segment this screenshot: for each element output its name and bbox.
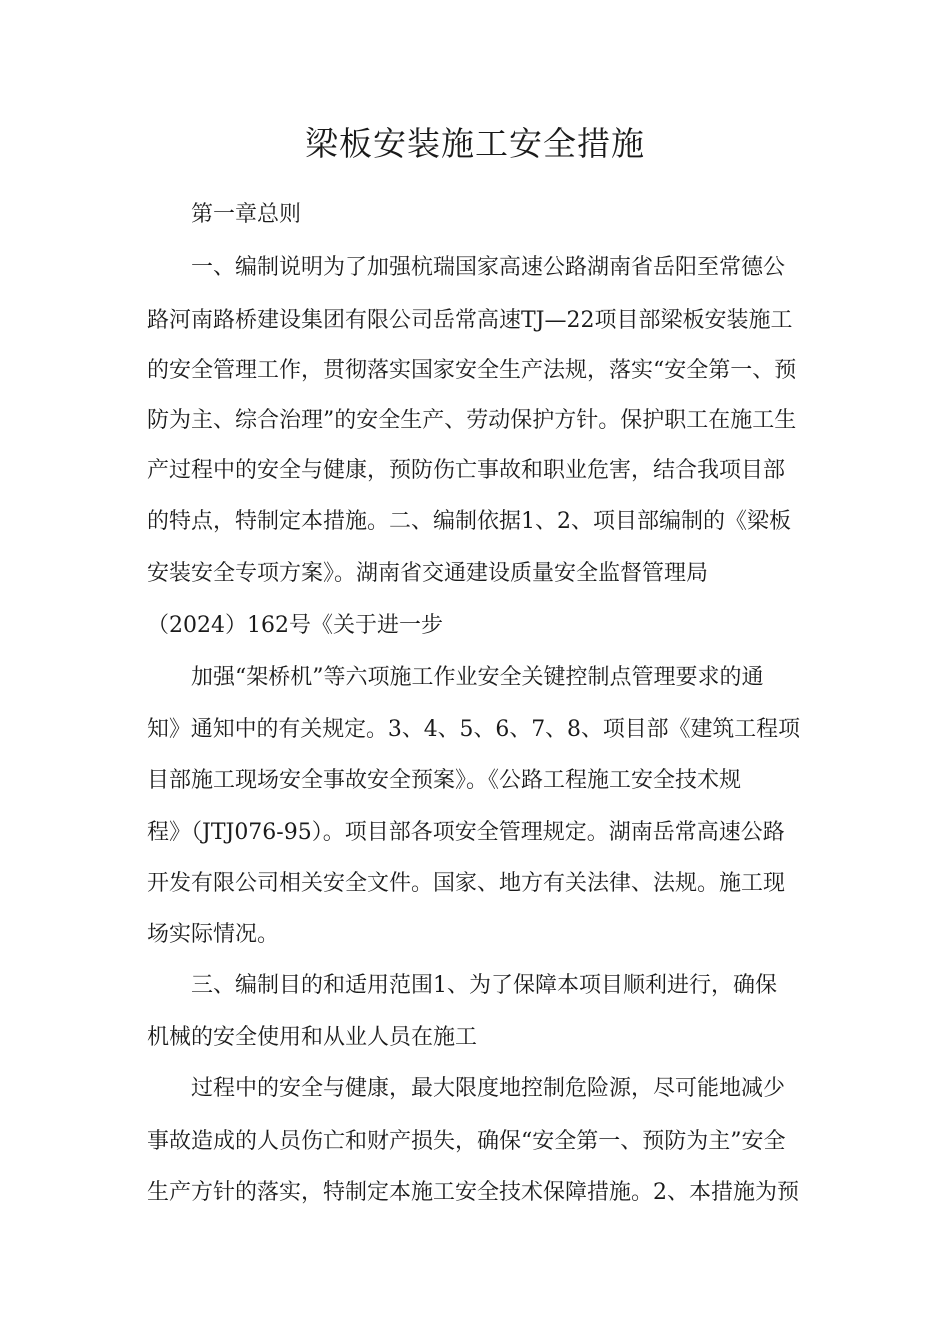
text-line: 事故造成的人员伤亡和财产损失，确保“安全第一、预防为主”安全 <box>147 1129 786 1154</box>
chapter-heading: 第一章总则 <box>191 202 302 227</box>
text-line: 一、编制说明为了加强杭瑞国家高速公路湖南省岳阳至常德公 <box>191 255 786 280</box>
text-line: 过程中的安全与健康，最大限度地控制危险源，尽可能地减少 <box>191 1076 786 1101</box>
text-line: 生产方针的落实，特制定本施工安全技术保障措施。2、本措施为预 <box>147 1180 799 1205</box>
text-line: 场实际情况。 <box>147 922 280 947</box>
text-line: 开发有限公司相关安全文件。国家、地方有关法律、法规。施工现 <box>147 871 786 896</box>
text-line: 的特点，特制定本措施。二、编制依据1、2、项目部编制的《梁板 <box>147 509 791 534</box>
text-line: 加强“架桥机”等六项施工作业安全关键控制点管理要求的通 <box>191 665 764 690</box>
text-line: 程》（JTJ076-95）。项目部各项安全管理规定。湖南岳常高速公路 <box>147 820 785 845</box>
text-line: 的安全管理工作，贯彻落实国家安全生产法规，落实“安全第一、预 <box>147 358 797 383</box>
text-line: （2024）162号《关于进一步 <box>147 613 443 638</box>
text-line: 防为主、综合治理”的安全生产、劳动保护方针。保护职工在施工生 <box>147 408 797 433</box>
text-line: 机械的安全使用和从业人员在施工 <box>147 1025 478 1050</box>
text-line: 知》通知中的有关规定。3、4、5、6、7、8、项目部《建筑工程项 <box>147 717 800 742</box>
text-line: 路河南路桥建设集团有限公司岳常高速TJ—22项目部梁板安装施工 <box>147 308 793 333</box>
text-line: 目部施工现场安全事故安全预案》。《公路工程施工安全技术规 <box>147 768 742 793</box>
text-line: 三、编制目的和适用范围1、为了保障本项目顺利进行，确保 <box>191 973 777 998</box>
text-line: 产过程中的安全与健康，预防伤亡事故和职业危害，结合我项目部 <box>147 458 786 483</box>
text-line: 安装安全专项方案》。湖南省交通建设质量安全监督管理局 <box>147 561 709 586</box>
document-title: 梁板安装施工安全措施 <box>305 124 645 163</box>
